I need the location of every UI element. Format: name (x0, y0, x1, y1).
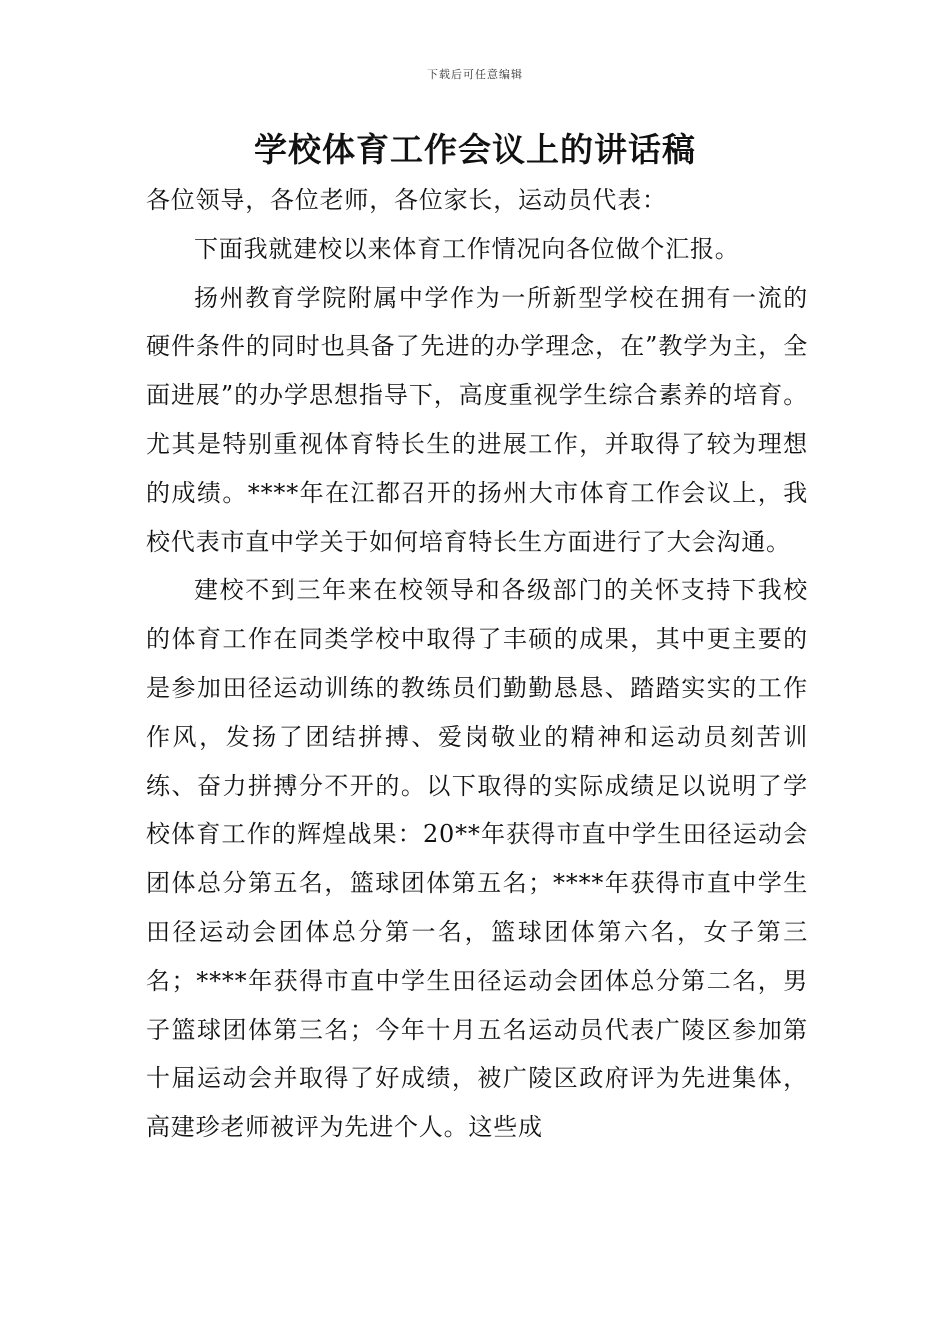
document-title: 学校体育工作会议上的讲话稿 (254, 130, 696, 169)
paragraph: 建校不到三年来在校领导和各级部门的关怀支持下我校的体育工作在同类学校中取得了丰硕的成果，其中更主要的是参加田径运动训练的教练员们勤勤恳恳、踏踏实实的工作作风，发扬了团结拼搏、爱岗敬业的精神和运动员刻苦训练、奋力拼搏分不开的。以下取得的实际成绩足以说明了学校体育工作的辉煌战果：20**年获得市直中学生田径运动会团体总分第五名，篮球团体第五名；****年获得市直中学生田径运动会团体总分第一名，篮球团体第六名，女子第三名；****年获得市直中学生田径运动会团体总分第二名，男子篮球团体第三名；今年十月五名运动员代表广陵区参加第十届运动会并取得了好成绩，被广陵区政府评为先进集体，高建珍老师被评为先进个人。这些成 (146, 576, 808, 1142)
paragraph: 下面我就建校以来体育工作情况向各位做个汇报。 (194, 234, 740, 263)
paragraph: 扬州教育学院附属中学作为一所新型学校在拥有一流的硬件条件的同时也具备了先进的办学理念，在”教学为主，全面进展”的办学思想指导下，高度重视学生综合素养的培育。尤其是特别重视体育特长生的进展工作，并取得了较为理想的成绩。****年在江都召开的扬州大市体育工作会议上，我校代表市直中学关于如何培育特长生方面进行了大会沟通。 (146, 283, 808, 556)
salutation: 各位领导，各位老师，各位家长，运动员代表： (146, 186, 667, 214)
document-body (146, 176, 808, 1152)
header-note: 下载后可任意编辑 (427, 68, 523, 81)
